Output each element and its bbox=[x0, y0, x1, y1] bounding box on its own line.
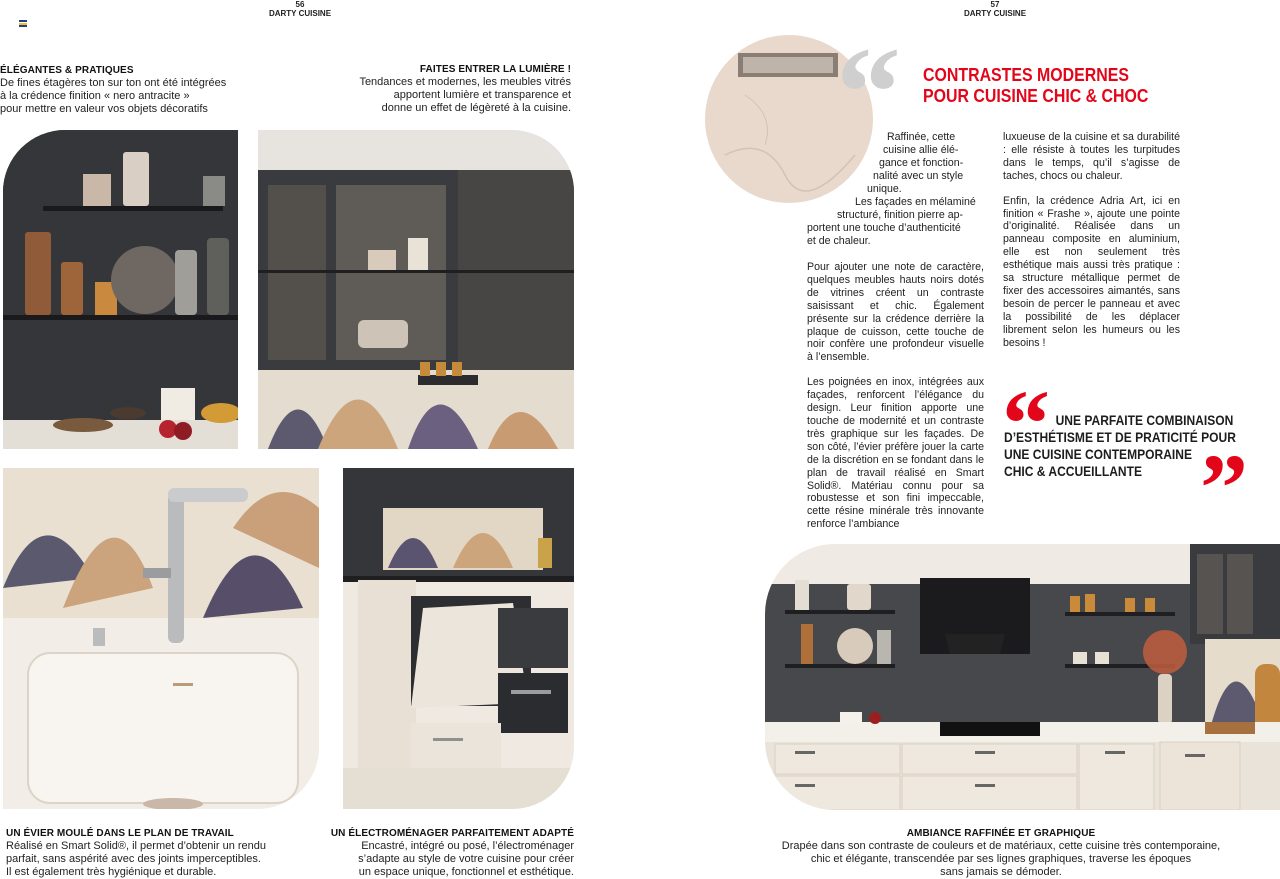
caption-title: AMBIANCE RAFFINÉE ET GRAPHIQUE bbox=[906, 828, 1096, 839]
caption-title: FAITES ENTRER LA LUMIÈRE ! bbox=[419, 64, 571, 75]
photo-open-shelves bbox=[3, 130, 238, 449]
body-column-2 bbox=[1003, 131, 1180, 362]
quote-open-red-icon: “ bbox=[1002, 370, 1050, 477]
article-title: CONTRASTES MODERNES POUR CUISINE CHIC & CHOC bbox=[923, 64, 1149, 106]
caption-evier: UN ÉVIER MOULÉ DANS LE PLAN DE TRAVAIL Réalisé en Smart Solid®, il permet d’obtenir un rendu parfait, sans aspérité avec des joints imperceptibles. Il est également très hygiénique et durable. bbox=[6, 827, 306, 878]
photo-appliances bbox=[343, 468, 574, 809]
intro-paragraph: Raffinée, cette cuisine allie élé- gance et fonction- nalité avec un style unique. Les façades en mélaminé structuré, finition pierre ap- portent une touche d’authenticité et de chaleur. bbox=[807, 131, 976, 247]
caption-lumiere: FAITES ENTRER LA LUMIÈRE ! Tendances et modernes, les meubles vitrés apportent lumière et transparence et donne un effet de légèreté à la cuisine. bbox=[300, 63, 571, 114]
caption-title: ÉLÉGANTES & PRATIQUES bbox=[0, 65, 134, 76]
caption-ambiance: AMBIANCE RAFFINÉE ET GRAPHIQUE Drapée dans son contraste de couleurs et de matériaux, cette cuisine très contemporaine, chic et élégante, transcendée par ses lignes graphiques, traverse les époques sans jamais se démoder. bbox=[770, 827, 1232, 878]
pull-quote: UNE PARFAITE COMBINAISON D’ESTHÉTISME ET DE PRATICITÉ POUR UNE CUISINE CONTEMPORAINE CHIC & ACCUEILLANTE bbox=[1004, 412, 1236, 479]
flag-icon bbox=[19, 20, 27, 27]
caption-title: UN ÉLECTROMÉNAGER PARFAITEMENT ADAPTÉ bbox=[330, 828, 574, 839]
caption-title: UN ÉVIER MOULÉ DANS LE PLAN DE TRAVAIL bbox=[6, 828, 234, 839]
quote-open-gray-icon: “ bbox=[836, 21, 901, 165]
body-column-1 bbox=[807, 131, 984, 543]
photo-kitchen-overview bbox=[765, 544, 1280, 810]
photo-glass-cabinets bbox=[258, 130, 574, 449]
paragraph: Enfin, la crédence Adria Art, ici en finition « Frashe », ajoute une pointe d’originalité. Réalisée dans un panneau composite en aluminium, elle est non seulement très esthétique mais aussi très pratique : sa structure métallique permet de fixer des accessoires aimantés, sans besoin de percer le panneau et avec la possibilité de les déplacer librement selon les humeurs ou les besoins ! bbox=[1003, 194, 1180, 349]
photo-molded-sink bbox=[3, 468, 319, 809]
paragraph: Pour ajouter une note de caractère, quelques meubles hauts noirs dotés de vitrines créent un contraste saisissant et chic. Également présente sur la crédence derrière la plaque de cuisson, cette touche de noir confère une profondeur visuelle à l’ensemble. bbox=[807, 261, 984, 364]
quote-close-red-icon: ” bbox=[1200, 434, 1248, 541]
paragraph: Les poignées en inox, intégrées aux façades, renforcent l’élégance du design. Leur finition apporte une touche de modernité et un contraste très graphique sur les façades. De son côté, l’évier préfère jouer la carte de la discrétion en se fondant dans le plan de travail réalisé en Smart Solid®. Matériau connu pour sa robustesse et son fini impeccable, cette résine minérale très innovante renforce l’ambiance bbox=[807, 376, 984, 531]
page-number-right: 57 DARTY CUISINE bbox=[963, 0, 1027, 18]
caption-etageres: ÉLÉGANTES & PRATIQUES De fines étagères ton sur ton ont été intégrées à la crédence finition « nero antracite » pour mettre en valeur vos objets décoratifs bbox=[0, 64, 260, 115]
page-number-left: 56 DARTY CUISINE bbox=[268, 0, 332, 18]
caption-electromenager: UN ÉLECTROMÉNAGER PARFAITEMENT ADAPTÉ Encastré, intégré ou posé, l’électroménager s’adapte au style de votre cuisine pour créer un espace unique, fonctionnel et esthétique. bbox=[314, 827, 574, 878]
paragraph: luxueuse de la cuisine et sa durabilité : elle résiste à toutes les turpitudes dans le temps, qu’il s’agisse de taches, chocs ou chaleur. bbox=[1003, 131, 1180, 182]
